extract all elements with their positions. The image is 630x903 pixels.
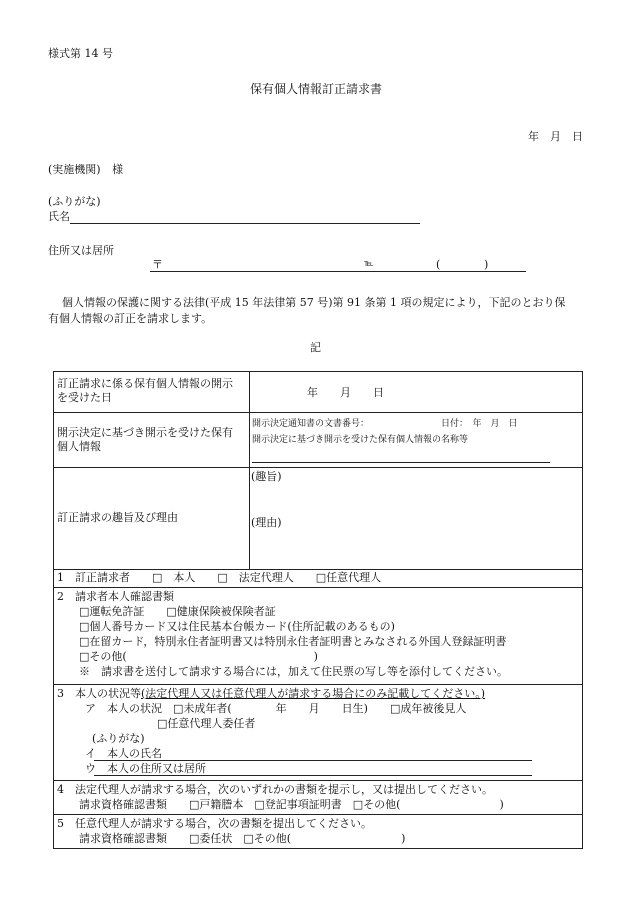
section-principal-status (54, 685, 582, 781)
section-legal-rep (54, 781, 582, 815)
postal-mark: 〒 (152, 258, 163, 271)
disclosure-date-label: 訂正請求に係る保有個人情報の開示 を受けた日 (57, 377, 233, 404)
disclosure-date-value[interactable]: 年 月 日 (307, 386, 384, 399)
tel-mark: ℡ (364, 259, 374, 269)
furigana-label: (ふりがな) (48, 195, 101, 208)
address-field[interactable] (150, 271, 526, 272)
id-docs-item-1[interactable]: □運転免許証 □健康保険被保険者証 (79, 605, 276, 618)
notice-number-label: 開示決定通知書の文書番号： (252, 419, 370, 429)
principal-address: ウ 本人の住所又は居所 (85, 762, 206, 775)
tel-paren-close: ) (484, 258, 489, 271)
body-line-1: 個人情報の保護に関する法律(平成 15 年法律第 57 号)第 91 条第 1 項の規定により，下記のとおり保 (62, 296, 566, 309)
address-label: 住所又は居所 (48, 244, 114, 257)
legal-rep-docs[interactable]: 請求資格確認書類 □戸籍謄本 □登記事項証明書 □その他( ) (79, 798, 504, 811)
principal-status-a2[interactable]: □任意代理人委任者 (157, 717, 256, 730)
voluntary-rep-docs[interactable]: 請求資格確認書類 □委任状 □その他( ) (79, 832, 406, 845)
voluntary-rep-title: 5 任意代理人が請求する場合，次の書類を提出してください。 (57, 817, 372, 830)
principal-name: イ 本人の氏名 (85, 747, 162, 760)
notice-date-label: 日付： 年 月 日 (441, 419, 518, 429)
purpose-label: (趣旨) (251, 470, 282, 483)
disclosed-info-label: 開示決定に基づき開示を受けた保有 個人情報 (57, 426, 233, 453)
form-number: 様式第 14 号 (48, 47, 113, 60)
reason-label: (理由) (251, 516, 282, 529)
row-disclosed-info (54, 413, 582, 468)
row-disclosure-date (54, 372, 582, 413)
principal-status-title: 3 本人の状況等(法定代理人又は任意代理人が請求する場合にのみ記載してください。) (57, 687, 486, 700)
section-requester (54, 570, 582, 588)
ki-label: 記 (310, 341, 321, 354)
legal-rep-title: 4 法定代理人が請求する場合，次のいずれかの書類を提示し，又は提出してください。 (57, 783, 493, 796)
honorific: 様 (112, 163, 124, 176)
info-name-label: 開示決定に基づき開示を受けた保有個人情報の名称等 (252, 435, 469, 445)
principal-name-field[interactable] (94, 760, 532, 761)
tel-paren-open: ( (436, 258, 441, 271)
principal-address-field[interactable] (94, 775, 532, 776)
agency-label: (実施機関) (48, 163, 101, 176)
name-label: 氏名 (48, 210, 70, 223)
info-name-field[interactable] (252, 462, 550, 463)
principal-status-a[interactable]: ア 本人の状況 □未成年者( 年 月 日生) □成年被後見人 (85, 702, 467, 715)
purpose-reason-label: 訂正請求の趣旨及び理由 (57, 511, 178, 524)
requester-type[interactable]: 1 訂正請求者 □ 本人 □ 法定代理人 □任意代理人 (57, 571, 382, 584)
id-docs-item-2[interactable]: □個人番号カード又は住民基本台帳カード(住所記載のあるもの) (79, 620, 395, 633)
body-line-2: 有個人情報の訂正を請求します。 (48, 312, 213, 325)
addressee-agency (48, 163, 123, 177)
request-date: 年 月 日 (528, 130, 583, 143)
request-form-table (53, 371, 583, 849)
section-id-documents (54, 588, 582, 685)
principal-furigana: (ふりがな) (92, 732, 145, 745)
id-docs-item-3[interactable]: □在留カード，特別永住者証明書又は特別永住者証明書とみなされる外国人登録証明書 (79, 635, 507, 648)
name-field[interactable] (70, 223, 420, 224)
section-voluntary-rep (54, 815, 582, 848)
form-title: 保有個人情報訂正請求書 (250, 82, 383, 96)
id-docs-title: 2 請求者本人確認書類 (57, 590, 174, 603)
id-docs-item-4[interactable]: □その他( ) (79, 650, 318, 663)
row-purpose-reason (54, 468, 582, 570)
id-docs-note: ※ 請求書を送付して請求する場合には，加えて住民票の写し等を添付してください。 (79, 665, 508, 678)
